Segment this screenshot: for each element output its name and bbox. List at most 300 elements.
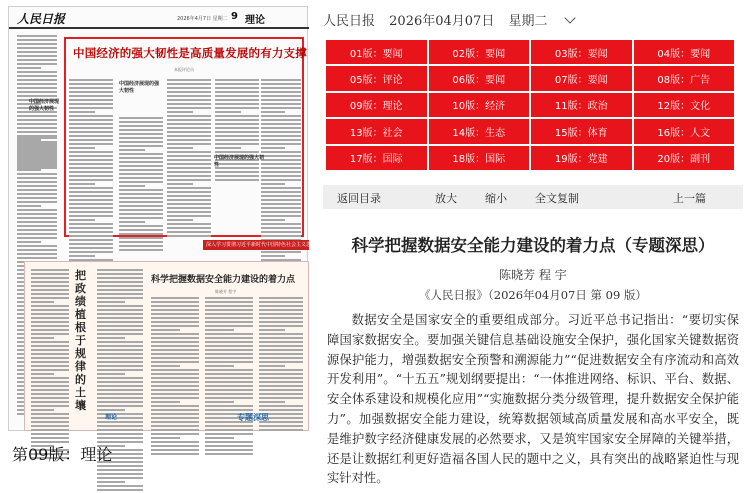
text-line	[167, 139, 211, 141]
text-line	[261, 223, 301, 225]
text-line	[119, 209, 163, 211]
text-line	[167, 199, 211, 201]
text-line	[151, 365, 180, 367]
text-line	[97, 277, 143, 279]
text-line	[31, 369, 69, 371]
text-line	[151, 357, 199, 359]
text-line	[167, 167, 211, 169]
text-line	[69, 219, 95, 221]
text-line	[119, 241, 163, 243]
text-line	[17, 201, 57, 203]
text-line	[31, 373, 54, 375]
text-line	[97, 317, 143, 319]
text-line	[31, 333, 69, 335]
text-line	[205, 317, 253, 319]
text-line	[151, 341, 199, 343]
text-line	[69, 231, 113, 233]
text-line	[167, 159, 211, 161]
text-line	[261, 131, 301, 133]
text-line	[17, 71, 57, 73]
text-line	[119, 161, 163, 163]
previous-article-button[interactable]: 上一篇	[673, 192, 706, 205]
text-line	[259, 357, 303, 359]
text-line	[97, 465, 143, 467]
text-line	[17, 205, 41, 207]
text-line	[17, 83, 57, 85]
text-line	[97, 329, 143, 331]
text-line	[17, 63, 57, 65]
text-line	[151, 377, 199, 379]
text-line	[151, 437, 180, 439]
text-line	[261, 199, 301, 201]
text-line	[31, 353, 69, 355]
text-line	[69, 215, 113, 217]
text-line	[119, 229, 163, 231]
vertical-article-title[interactable]: 把政绩植根于规律的土壤	[75, 269, 86, 412]
text-line	[261, 103, 301, 105]
text-line	[259, 305, 303, 307]
text-line	[17, 197, 57, 199]
text-line	[167, 79, 211, 81]
edition-link[interactable]: 18版：国际	[429, 146, 530, 170]
text-line	[69, 79, 113, 81]
text-line	[69, 103, 113, 105]
text-line	[69, 147, 95, 149]
text-line	[31, 321, 69, 323]
text-line	[69, 187, 113, 189]
text-line	[167, 203, 211, 205]
text-line	[119, 173, 163, 175]
text-line	[205, 337, 253, 339]
text-line	[261, 167, 301, 169]
text-line	[119, 185, 145, 187]
text-line	[31, 425, 69, 427]
article-source: 《人民日报》（2026年04月07日 第 09 版）	[419, 288, 647, 302]
text-line	[259, 373, 303, 375]
text-line	[215, 83, 259, 85]
text-line	[261, 95, 301, 97]
copy-all-button[interactable]: 全文复制	[535, 192, 579, 205]
text-line	[167, 135, 211, 137]
text-line	[31, 417, 69, 419]
text-line	[261, 179, 301, 181]
article-title: 科学把握数据安全能力建设的着力点（专题深思）	[351, 236, 715, 255]
text-line	[205, 377, 253, 379]
text-line	[17, 257, 57, 259]
text-line	[261, 119, 301, 121]
text-line	[31, 421, 69, 423]
text-line	[205, 409, 253, 411]
text-line	[119, 233, 163, 235]
text-line	[119, 205, 163, 207]
chevron-down-icon[interactable]	[564, 12, 575, 23]
text-line	[17, 177, 57, 179]
text-line	[119, 197, 163, 199]
text-line	[205, 401, 234, 403]
text-line	[17, 115, 57, 117]
text-line	[97, 369, 143, 371]
text-line	[69, 183, 95, 185]
text-line	[69, 107, 113, 109]
text-line	[17, 51, 57, 53]
text-line	[31, 285, 69, 287]
edition-link[interactable]: 13版：社会	[326, 119, 427, 143]
lead-article-headline[interactable]: 中国经济的强大韧性是高质量发展的有力支撑	[73, 46, 307, 60]
text-line	[119, 145, 163, 147]
text-line	[119, 225, 163, 227]
text-line	[167, 195, 211, 197]
text-line	[261, 139, 301, 141]
text-line	[205, 441, 253, 443]
text-line	[261, 163, 301, 165]
text-line	[119, 181, 163, 183]
article-toolbar	[323, 185, 743, 209]
text-line	[31, 345, 69, 347]
edition-link[interactable]: 04版：要闻	[634, 40, 735, 64]
text-line	[167, 103, 211, 105]
text-line	[261, 187, 301, 189]
text-line	[205, 321, 253, 323]
text-line	[31, 301, 54, 303]
text-line	[167, 175, 211, 177]
text-line	[97, 285, 143, 287]
text-line	[97, 397, 143, 399]
text-line	[17, 157, 57, 159]
text-line	[151, 353, 199, 355]
edition-link[interactable]: 11版：政治	[531, 93, 632, 117]
text-line	[259, 337, 303, 339]
text-line	[69, 227, 113, 229]
text-line	[119, 213, 163, 215]
text-column	[119, 117, 163, 253]
text-line	[261, 151, 301, 153]
edition-header	[323, 10, 584, 29]
text-line	[97, 421, 143, 423]
text-line	[97, 349, 143, 351]
text-line	[119, 221, 145, 223]
text-line	[119, 237, 163, 239]
text-line	[205, 365, 234, 367]
text-line	[215, 91, 259, 93]
text-line	[167, 215, 211, 217]
text-line	[261, 83, 301, 85]
text-line	[259, 321, 303, 323]
text-line	[167, 91, 211, 93]
text-line	[259, 361, 303, 363]
text-line	[31, 313, 69, 315]
text-line	[205, 369, 253, 371]
edition-link[interactable]: 14版：生态	[429, 119, 530, 143]
text-line	[215, 131, 259, 133]
edition-grid	[326, 40, 734, 170]
text-line	[17, 127, 57, 129]
text-line	[205, 329, 234, 331]
text-line	[167, 119, 211, 121]
back-to-index-button[interactable]: 返回目录	[337, 192, 381, 205]
edition-link[interactable]: 03版：要闻	[531, 40, 632, 64]
text-line	[69, 139, 113, 141]
text-line	[69, 111, 95, 113]
text-line	[31, 361, 69, 363]
zoom-out-button[interactable]: 缩小	[485, 192, 507, 205]
text-line	[97, 357, 143, 359]
text-line	[259, 353, 303, 355]
text-line	[97, 409, 125, 411]
text-line	[97, 293, 143, 295]
text-line	[31, 429, 69, 431]
text-line	[31, 293, 69, 295]
edition-link[interactable]: 16版：人文	[634, 119, 735, 143]
text-line	[215, 87, 259, 89]
text-line	[119, 249, 163, 251]
text-column	[31, 269, 69, 461]
edition-link[interactable]: 15版：体育	[531, 119, 632, 143]
text-line	[259, 393, 303, 395]
edition-link[interactable]: 02版：要闻	[429, 40, 530, 64]
text-line	[69, 163, 113, 165]
text-line	[261, 79, 301, 81]
text-line	[167, 115, 211, 117]
text-line	[17, 173, 57, 175]
edition-link[interactable]: 06版：要闻	[429, 66, 530, 90]
text-line	[97, 373, 125, 375]
text-line	[69, 135, 113, 137]
text-line	[119, 117, 163, 119]
text-line	[17, 233, 57, 235]
text-line	[205, 325, 253, 327]
edition-link[interactable]: 12版：文化	[634, 93, 735, 117]
second-article-author: 陈晓芳 程宇	[215, 289, 237, 294]
text-line	[97, 425, 143, 427]
text-line	[69, 151, 113, 153]
text-line	[259, 377, 303, 379]
text-line	[17, 119, 57, 121]
text-line	[69, 99, 113, 101]
text-line	[31, 397, 69, 399]
edition-link[interactable]: 08版：广告	[634, 66, 735, 90]
text-line	[119, 133, 163, 135]
text-line	[31, 269, 69, 271]
text-line	[205, 449, 253, 451]
edition-link[interactable]: 07版：要闻	[531, 66, 632, 90]
newspaper-page-image[interactable]	[8, 6, 317, 431]
text-line	[119, 165, 163, 167]
text-line	[205, 333, 253, 335]
text-line	[167, 187, 211, 189]
edition-link[interactable]: 19版：党建	[531, 146, 632, 170]
text-line	[97, 325, 143, 327]
text-line	[17, 141, 57, 143]
text-line	[119, 125, 163, 127]
text-line	[17, 185, 57, 187]
text-line	[97, 269, 143, 271]
text-line	[259, 309, 303, 311]
text-line	[69, 95, 113, 97]
text-line	[17, 229, 57, 231]
text-line	[97, 437, 143, 439]
text-line	[151, 317, 199, 319]
text-line	[215, 111, 241, 113]
text-line	[215, 147, 241, 149]
text-line	[69, 251, 113, 253]
text-line	[167, 123, 211, 125]
text-line	[205, 453, 253, 455]
text-line	[167, 223, 211, 225]
text-line	[205, 301, 253, 303]
text-line	[69, 143, 113, 145]
text-line	[151, 413, 199, 415]
text-line	[261, 183, 285, 185]
text-line	[151, 301, 199, 303]
text-line	[119, 129, 163, 131]
text-line	[151, 325, 199, 327]
text-line	[119, 137, 163, 139]
text-line	[119, 189, 163, 191]
text-line	[151, 397, 199, 399]
text-line	[31, 377, 69, 379]
text-line	[69, 247, 113, 249]
text-line	[69, 195, 113, 197]
text-line	[69, 127, 113, 129]
text-line	[205, 433, 253, 435]
text-line	[261, 127, 301, 129]
text-line	[17, 193, 57, 195]
zoom-in-button[interactable]: 放大	[435, 192, 457, 205]
text-line	[119, 141, 163, 143]
text-line	[17, 213, 57, 215]
text-line	[205, 425, 253, 427]
text-line	[31, 317, 69, 319]
text-line	[261, 87, 301, 89]
text-line	[97, 401, 143, 403]
text-line	[167, 95, 211, 97]
text-line	[69, 119, 113, 121]
text-line	[151, 361, 199, 363]
text-line	[259, 333, 303, 335]
text-line	[31, 401, 69, 403]
text-line	[119, 169, 163, 171]
text-line	[69, 255, 95, 257]
text-line	[261, 255, 285, 257]
text-line	[167, 155, 211, 157]
text-line	[17, 67, 41, 69]
text-line	[97, 281, 143, 283]
text-line	[261, 231, 301, 233]
text-line	[167, 111, 193, 113]
text-line	[69, 179, 113, 181]
text-line	[97, 297, 143, 299]
text-line	[167, 127, 211, 129]
text-line	[215, 115, 259, 117]
text-line	[31, 297, 69, 299]
text-line	[97, 273, 143, 275]
text-line	[17, 39, 57, 41]
text-line	[17, 91, 57, 93]
text-line	[69, 123, 113, 125]
text-line	[261, 99, 301, 101]
edition-link[interactable]: 17版：国际	[326, 146, 427, 170]
newspaper-name: 人民日报	[323, 14, 376, 29]
text-line	[167, 231, 211, 233]
text-line	[261, 235, 301, 237]
text-line	[69, 191, 113, 193]
text-line	[167, 235, 211, 237]
text-line	[259, 369, 303, 371]
second-article-headline[interactable]: 科学把握数据安全能力建设的着力点	[151, 275, 296, 285]
text-line	[261, 115, 301, 117]
text-line	[17, 237, 57, 239]
text-line	[31, 357, 69, 359]
text-line	[69, 175, 113, 177]
paper-logo: 人民日报	[17, 12, 66, 26]
text-line	[17, 137, 57, 139]
text-line	[17, 47, 57, 49]
text-line	[167, 143, 211, 145]
text-line	[259, 329, 285, 331]
study-banner: 深入学习贯彻习近平新时代中国特色社会主义思想	[203, 240, 309, 250]
text-line	[31, 365, 69, 367]
text-line	[205, 437, 234, 439]
text-line	[215, 179, 259, 181]
text-line	[259, 389, 303, 391]
text-line	[259, 397, 303, 399]
text-line	[151, 313, 199, 315]
text-line	[261, 155, 301, 157]
text-line	[17, 249, 57, 251]
edition-link[interactable]: 05版：评论	[326, 66, 427, 90]
text-line	[205, 309, 253, 311]
text-line	[259, 297, 303, 299]
text-line	[151, 421, 199, 423]
text-line	[31, 413, 69, 415]
text-line	[17, 241, 41, 243]
text-line	[119, 245, 163, 247]
text-line	[205, 357, 253, 359]
paper-page-number: 9	[231, 11, 238, 22]
text-line	[215, 95, 259, 97]
text-line	[69, 131, 113, 133]
text-line	[259, 405, 303, 407]
text-line	[259, 325, 303, 327]
text-line	[17, 55, 57, 57]
text-line	[69, 223, 113, 225]
edition-link[interactable]: 01版：要闻	[326, 40, 427, 64]
text-line	[17, 123, 57, 125]
text-line	[151, 405, 199, 407]
text-line	[259, 301, 303, 303]
text-line	[151, 345, 199, 347]
edition-link[interactable]: 20版：副刊	[634, 146, 735, 170]
text-line	[69, 115, 113, 117]
text-line	[17, 79, 57, 81]
text-line	[17, 161, 57, 163]
article-author: 陈晓芳 程 宇	[499, 268, 567, 282]
text-line	[215, 103, 259, 105]
text-line	[151, 433, 199, 435]
edition-link[interactable]: 10版：经济	[429, 93, 530, 117]
text-line	[31, 433, 69, 435]
text-line	[151, 425, 199, 427]
text-line	[31, 325, 69, 327]
text-line	[31, 409, 54, 411]
edition-link[interactable]: 09版：理论	[326, 93, 427, 117]
text-line	[17, 245, 57, 247]
text-line	[17, 153, 57, 155]
text-line	[215, 107, 259, 109]
text-line	[215, 123, 259, 125]
text-line	[151, 305, 199, 307]
text-line	[261, 203, 301, 205]
